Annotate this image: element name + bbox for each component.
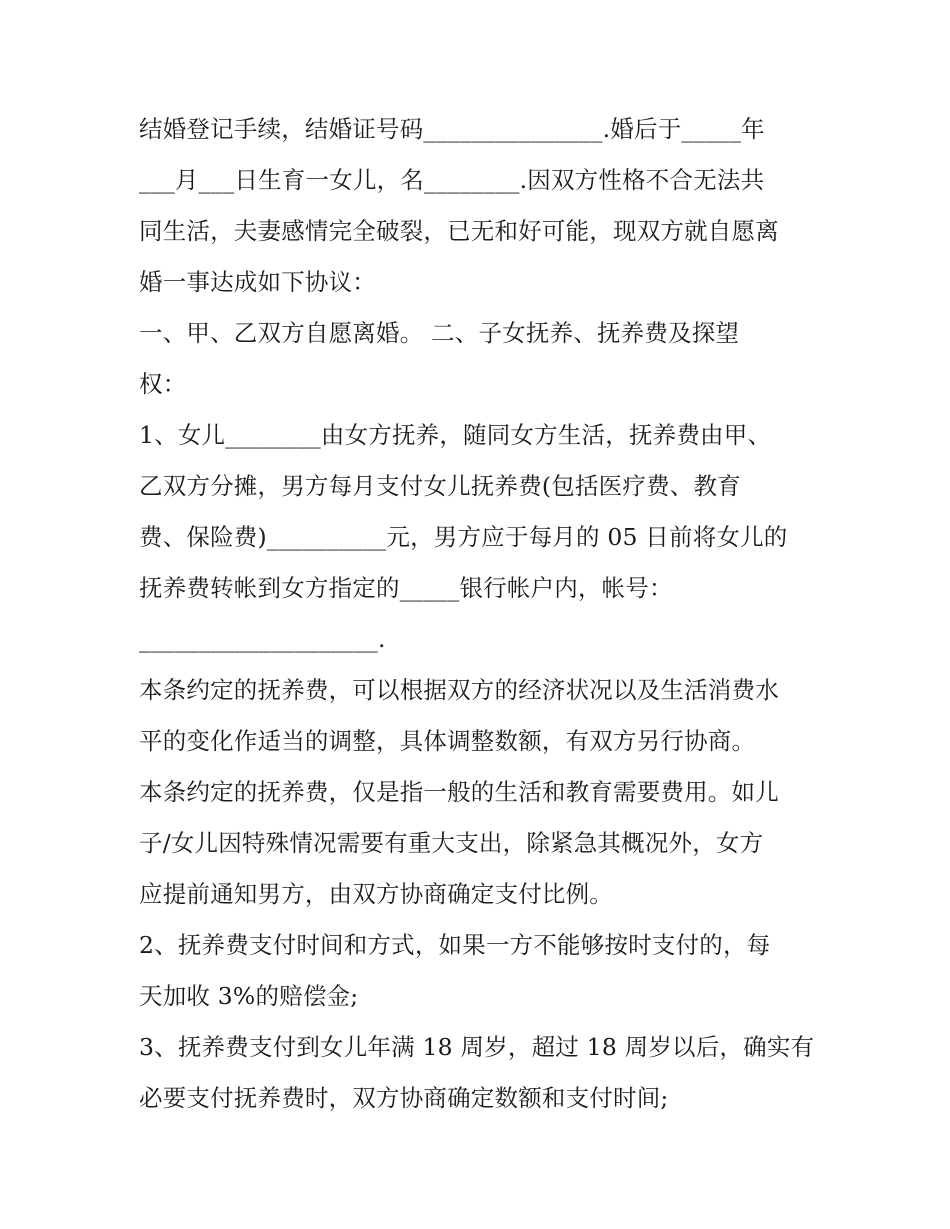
text-line: 3、抚养费支付到女儿年满 18 周岁，超过 18 周岁以后，确实有 bbox=[139, 1033, 815, 1061]
text-line: 子/女儿因特殊情况需要有重大支出，除紧急其概况外，女方 bbox=[139, 829, 764, 857]
text-line: 2、抚养费支付时间和方式，如果一方不能够按时支付的，每 bbox=[139, 931, 771, 959]
text-line: 应提前通知男方，由双方协商确定支付比例。 bbox=[139, 880, 613, 908]
text-line: 一、甲、乙双方自愿离婚。 二、子女抚养、抚养费及探望 bbox=[139, 319, 740, 347]
text-line: 抚养费转帐到女方指定的_____银行帐户内，帐号： bbox=[139, 574, 673, 602]
document-body bbox=[139, 104, 829, 1124]
text-line: 结婚登记手续，结婚证号码_______________.婚后于_____年 bbox=[139, 115, 765, 143]
text-line: 平的变化作适当的调整，具体调整数额，有双方另行协商。 bbox=[139, 727, 756, 755]
text-line: ___月___日生育一女儿，名________.因双方性格不合无法共 bbox=[139, 166, 765, 194]
text-line: 费、保险费)__________元，男方应于每月的 05 日前将女儿的 bbox=[139, 523, 788, 551]
text-line: 1、女儿________由女方抚养，随同女方生活，抚养费由甲、 bbox=[139, 421, 772, 449]
text-line: 乙双方分摊，男方每月支付女儿抚养费(包括医疗费、教育 bbox=[139, 472, 741, 500]
text-line: 天加收 3%的赔偿金; bbox=[139, 982, 359, 1010]
text-line: 本条约定的抚养费，可以根据双方的经济状况以及生活消费水 bbox=[139, 676, 779, 704]
text-line: 同生活，夫妻感情完全破裂，已无和好可能，现双方就自愿离 bbox=[139, 217, 779, 245]
text-line: 权： bbox=[139, 370, 187, 398]
text-line: ____________________. bbox=[139, 625, 386, 653]
text-line: 必要支付抚养费时，双方协商确定数额和支付时间; bbox=[139, 1084, 669, 1112]
text-line: 婚一事达成如下协议： bbox=[139, 268, 376, 296]
text-line: 本条约定的抚养费，仅是指一般的生活和教育需要费用。如儿 bbox=[139, 778, 779, 806]
